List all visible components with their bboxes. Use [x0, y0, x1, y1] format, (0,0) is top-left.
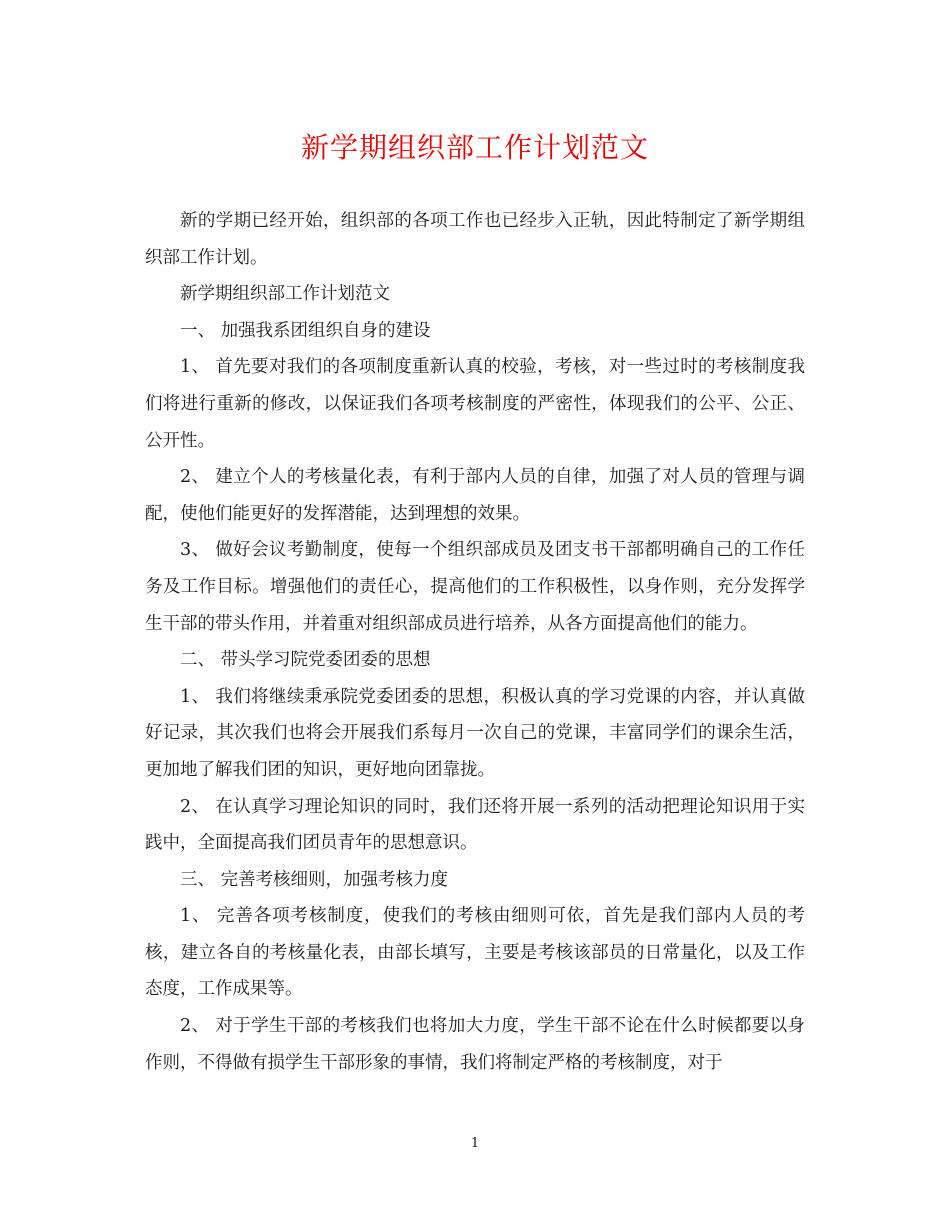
paragraph-intro: 新的学期已经开始，组织部的各项工作也已经步入正轨，因此特制定了新学期组织部工作计划。 — [145, 211, 805, 268]
document-title: 新学期组织部工作计划范文 — [300, 131, 649, 164]
paragraph-2-1: 1、 我们将继续秉承院党委团委的思想，积极认真的学习党课的内容，并认真做好记录，其次我们也将会开展我们系每月一次自己的党课，丰富同学们的课余生活，更加地了解我们团的知识，更好地向团靠拢。 — [145, 686, 805, 780]
paragraph-subtitle: 新学期组织部工作计划范文 — [180, 284, 390, 305]
page-number: 1 — [470, 1136, 480, 1151]
section-heading-2: 二、 带头学习院党委团委的思想 — [180, 650, 431, 671]
paragraph-1-3: 3、 做好会议考勤制度，使每一个组织部成员及团支书干部都明确自己的工作任务及工作目标。增强他们的责任心，提高他们的工作积极性，以身作则，充分发挥学生干部的带头作用，并着重对组织部成员进行培养，从各方面提高他们的能力。 — [145, 540, 805, 634]
paragraph-3-2: 2、 对于学生干部的考核我们也将加大力度，学生干部不论在什么时候都要以身作则，不得做有损学生干部形象的事情，我们将制定严格的考核制度，对于 — [145, 1016, 805, 1073]
paragraph-1-1: 1、 首先要对我们的各项制度重新认真的校验，考核，对一些过时的考核制度我们将进行重新的修改，以保证我们各项考核制度的严密性，体现我们的公平、公正、公开性。 — [145, 357, 805, 451]
section-heading-3: 三、 完善考核细则，加强考核力度 — [180, 869, 449, 890]
section-heading-1: 一、 加强我系团组织自身的建设 — [180, 320, 431, 341]
paragraph-2-2: 2、 在认真学习理论知识的同时，我们还将开展一系列的活动把理论知识用于实践中，全面提高我们团员青年的思想意识。 — [145, 796, 805, 854]
paragraph-3-1: 1、 完善各项考核制度，使我们的考核由细则可依，首先是我们部内人员的考核，建立各自的考核量化表，由部长填写，主要是考核该部员的日常量化，以及工作态度，工作成果等。 — [145, 906, 805, 1000]
paragraph-1-2: 2、 建立个人的考核量化表，有利于部内人员的自律，加强了对人员的管理与调配，使他们能更好的发挥潜能，达到理想的效果。 — [145, 467, 805, 524]
document-body — [145, 203, 805, 1081]
